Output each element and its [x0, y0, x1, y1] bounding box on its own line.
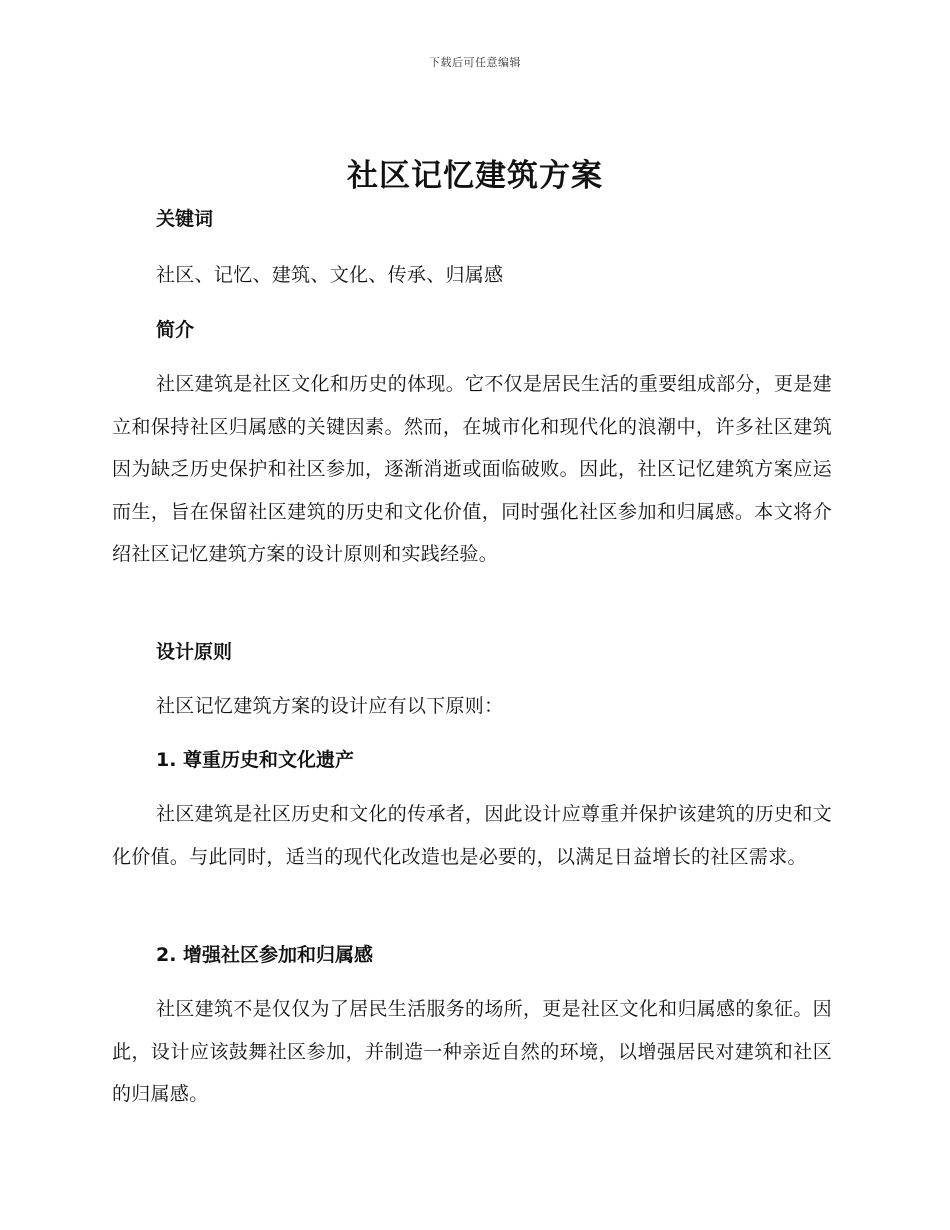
keywords-heading: 关键词: [156, 208, 214, 230]
principles-intro: 社区记忆建筑方案的设计应有以下原则：: [156, 695, 504, 717]
intro-heading: 简介: [156, 319, 195, 341]
document-title: 社区记忆建筑方案: [347, 158, 603, 194]
principle-2-heading: 2. 增强社区参加和归属感: [156, 944, 374, 966]
principle-1-heading: 1. 尊重历史和文化遗产: [156, 749, 355, 771]
principle-1-paragraph: 社区建筑是社区历史和文化的传承者，因此设计应尊重并保护该建筑的历史和文化价值。与此同时，适当的现代化改造也是必要的，以满足日益增长的社区需求。: [112, 803, 832, 868]
header-note: 下载后可任意编辑: [429, 56, 521, 69]
principles-heading: 设计原则: [156, 641, 233, 663]
keywords-text: 社区、记忆、建筑、文化、传承、归属感: [156, 264, 504, 286]
intro-paragraph: 社区建筑是社区文化和历史的体现。它不仅是居民生活的重要组成部分，更是建立和保持社区归属感的关键因素。然而，在城市化和现代化的浪潮中，许多社区建筑因为缺乏历史保护和社区参加，逐渐消逝或面临破败。因此，社区记忆建筑方案应运而生，旨在保留社区建筑的历史和文化价值，同时强化社区参加和归属感。本文将介绍社区记忆建筑方案的设计原则和实践经验。: [112, 373, 832, 565]
principle-2-paragraph: 社区建筑不是仅仅为了居民生活服务的场所，更是社区文化和归属感的象征。因此，设计应该鼓舞社区参加，并制造一种亲近自然的环境，以增强居民对建筑和社区的归属感。: [112, 998, 832, 1105]
